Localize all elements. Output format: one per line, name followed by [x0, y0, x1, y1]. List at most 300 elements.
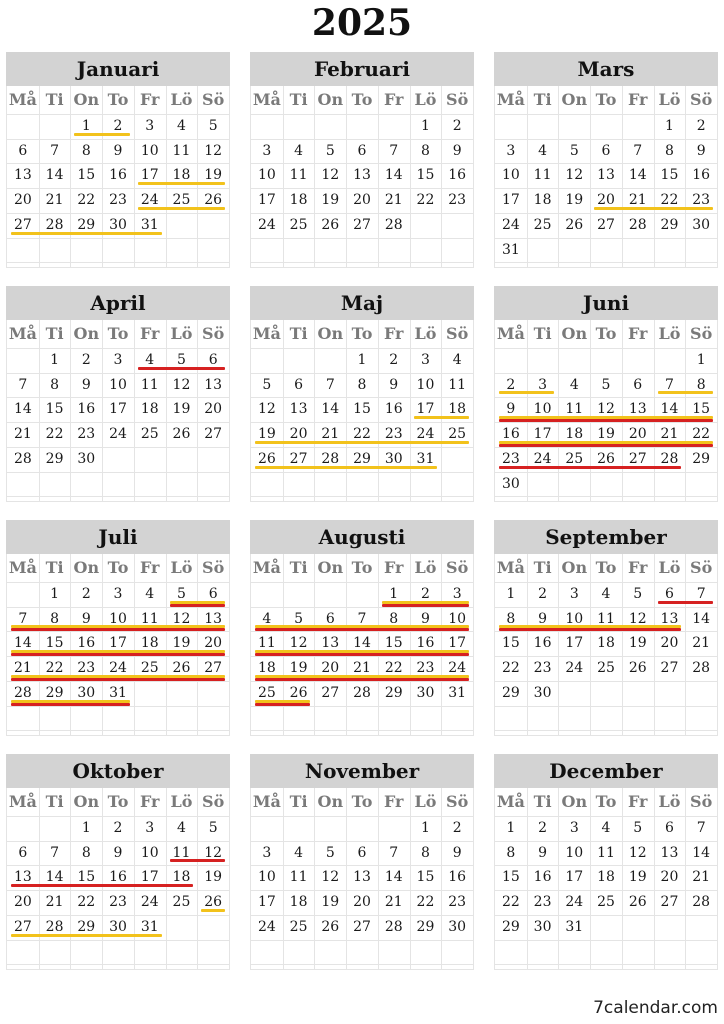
- day-cell[interactable]: 19: [321, 894, 340, 911]
- day-cell[interactable]: 25: [289, 216, 308, 233]
- day-cell[interactable]: 19: [172, 401, 191, 418]
- day-cell[interactable]: 24: [416, 426, 435, 443]
- day-cell[interactable]: 30: [448, 918, 467, 935]
- day-cell[interactable]: 1: [389, 586, 399, 602]
- day-cell[interactable]: 25: [597, 894, 615, 911]
- day-cell[interactable]: 10: [109, 610, 127, 627]
- day-cell[interactable]: 15: [692, 401, 711, 418]
- day-cell[interactable]: 18: [597, 635, 615, 652]
- day-cell[interactable]: 21: [45, 192, 64, 209]
- day-cell[interactable]: 5: [208, 118, 218, 134]
- day-cell[interactable]: 27: [660, 894, 679, 911]
- day-cell[interactable]: 20: [289, 426, 308, 443]
- day-cell[interactable]: 8: [81, 844, 91, 861]
- day-cell[interactable]: 6: [601, 142, 611, 159]
- day-cell[interactable]: 31: [448, 684, 467, 701]
- day-cell[interactable]: 23: [692, 192, 711, 209]
- day-cell[interactable]: 28: [13, 684, 32, 701]
- day-cell[interactable]: 4: [294, 142, 304, 159]
- day-cell[interactable]: 13: [660, 844, 679, 861]
- day-cell[interactable]: 30: [77, 684, 96, 701]
- day-cell[interactable]: 1: [357, 352, 367, 368]
- day-cell[interactable]: 20: [660, 869, 679, 886]
- day-cell[interactable]: 29: [692, 450, 711, 467]
- day-cell[interactable]: 17: [109, 635, 127, 652]
- day-cell[interactable]: 24: [501, 216, 520, 233]
- day-cell[interactable]: 25: [172, 192, 191, 209]
- day-cell[interactable]: 17: [257, 192, 276, 209]
- day-cell[interactable]: 24: [140, 192, 159, 209]
- day-cell[interactable]: 2: [420, 586, 430, 602]
- day-cell[interactable]: 16: [501, 426, 520, 443]
- day-cell[interactable]: 2: [113, 820, 123, 836]
- day-cell[interactable]: 7: [18, 376, 28, 393]
- day-cell[interactable]: 24: [565, 894, 584, 911]
- day-cell[interactable]: 1: [81, 820, 91, 836]
- day-cell[interactable]: 16: [384, 401, 403, 418]
- day-cell[interactable]: 12: [321, 167, 340, 184]
- day-cell[interactable]: 2: [506, 376, 516, 393]
- day-cell[interactable]: 27: [204, 426, 223, 443]
- day-cell[interactable]: 1: [50, 352, 60, 368]
- day-cell[interactable]: 12: [172, 376, 191, 393]
- day-cell[interactable]: 1: [50, 586, 60, 602]
- day-cell[interactable]: 31: [140, 918, 159, 935]
- day-cell[interactable]: 23: [77, 660, 96, 677]
- day-cell[interactable]: 25: [448, 426, 467, 443]
- day-cell[interactable]: 18: [289, 192, 308, 209]
- day-cell[interactable]: 15: [45, 401, 64, 418]
- day-cell[interactable]: 2: [538, 586, 548, 602]
- day-cell[interactable]: 4: [569, 376, 579, 393]
- day-cell[interactable]: 23: [533, 894, 552, 911]
- day-cell[interactable]: 17: [257, 894, 276, 911]
- day-cell[interactable]: 20: [13, 192, 32, 209]
- day-cell[interactable]: 23: [533, 660, 552, 677]
- day-cell[interactable]: 19: [628, 869, 647, 886]
- day-cell[interactable]: 6: [664, 820, 674, 836]
- day-cell[interactable]: 20: [353, 192, 371, 209]
- day-cell[interactable]: 19: [289, 660, 308, 677]
- day-cell[interactable]: 30: [501, 475, 520, 492]
- day-cell[interactable]: 20: [628, 426, 647, 443]
- day-cell[interactable]: 23: [384, 426, 403, 443]
- day-cell[interactable]: 4: [538, 142, 548, 159]
- day-cell[interactable]: 8: [420, 844, 430, 861]
- day-cell[interactable]: 30: [77, 450, 96, 467]
- day-cell[interactable]: 13: [660, 610, 679, 627]
- day-cell[interactable]: 21: [384, 192, 403, 209]
- day-cell[interactable]: 9: [538, 844, 548, 861]
- day-cell[interactable]: 12: [597, 401, 615, 418]
- day-cell[interactable]: 8: [50, 376, 60, 393]
- day-cell[interactable]: 26: [172, 660, 191, 677]
- day-cell[interactable]: 20: [321, 660, 340, 677]
- day-cell[interactable]: 22: [416, 192, 435, 209]
- day-cell[interactable]: 29: [660, 216, 679, 233]
- day-cell[interactable]: 19: [204, 167, 223, 184]
- day-cell[interactable]: 9: [81, 376, 91, 393]
- day-cell[interactable]: 1: [506, 820, 516, 836]
- day-cell[interactable]: 29: [77, 216, 96, 233]
- day-cell[interactable]: 26: [628, 660, 647, 677]
- day-cell[interactable]: 12: [321, 869, 340, 886]
- day-cell[interactable]: 11: [289, 869, 308, 886]
- day-cell[interactable]: 3: [262, 844, 272, 861]
- day-cell[interactable]: 29: [384, 684, 403, 701]
- day-cell[interactable]: 18: [597, 869, 615, 886]
- day-cell[interactable]: 17: [448, 635, 467, 652]
- day-cell[interactable]: 6: [208, 352, 218, 368]
- day-cell[interactable]: 4: [262, 610, 272, 627]
- day-cell[interactable]: 7: [696, 820, 706, 836]
- day-cell[interactable]: 12: [172, 610, 191, 627]
- day-cell[interactable]: 8: [50, 610, 60, 627]
- day-cell[interactable]: 20: [660, 635, 679, 652]
- day-cell[interactable]: 6: [325, 610, 335, 627]
- day-cell[interactable]: 11: [597, 844, 615, 861]
- day-cell[interactable]: 18: [533, 192, 552, 209]
- day-cell[interactable]: 12: [628, 844, 647, 861]
- day-cell[interactable]: 6: [294, 376, 304, 393]
- day-cell[interactable]: 9: [113, 142, 123, 159]
- day-cell[interactable]: 12: [289, 635, 308, 652]
- day-cell[interactable]: 28: [321, 450, 340, 467]
- day-cell[interactable]: 27: [353, 918, 371, 935]
- day-cell[interactable]: 28: [660, 450, 679, 467]
- day-cell[interactable]: 15: [45, 635, 64, 652]
- day-cell[interactable]: 31: [109, 684, 127, 701]
- day-cell[interactable]: 5: [176, 586, 186, 602]
- day-cell[interactable]: 17: [501, 192, 520, 209]
- day-cell[interactable]: 3: [569, 820, 579, 836]
- day-cell[interactable]: 6: [664, 586, 674, 602]
- day-cell[interactable]: 31: [565, 918, 584, 935]
- day-cell[interactable]: 5: [208, 820, 218, 836]
- day-cell[interactable]: 13: [597, 167, 615, 184]
- day-cell[interactable]: 18: [140, 401, 159, 418]
- day-cell[interactable]: 14: [13, 401, 32, 418]
- day-cell[interactable]: 22: [416, 894, 435, 911]
- day-cell[interactable]: 24: [109, 660, 127, 677]
- day-cell[interactable]: 3: [569, 586, 579, 602]
- day-cell[interactable]: 16: [692, 167, 711, 184]
- day-cell[interactable]: 10: [501, 167, 520, 184]
- day-cell[interactable]: 3: [113, 586, 123, 602]
- day-cell[interactable]: 14: [384, 869, 403, 886]
- day-cell[interactable]: 14: [13, 635, 32, 652]
- day-cell[interactable]: 29: [501, 918, 520, 935]
- day-cell[interactable]: 14: [384, 167, 403, 184]
- day-cell[interactable]: 11: [257, 635, 276, 652]
- day-cell[interactable]: 15: [501, 869, 520, 886]
- day-cell[interactable]: 27: [628, 450, 647, 467]
- day-cell[interactable]: 18: [565, 426, 584, 443]
- day-cell[interactable]: 21: [660, 426, 679, 443]
- day-cell[interactable]: 17: [109, 401, 127, 418]
- day-cell[interactable]: 16: [77, 635, 96, 652]
- day-cell[interactable]: 1: [420, 118, 430, 134]
- day-cell[interactable]: 7: [389, 142, 399, 159]
- day-cell[interactable]: 6: [18, 844, 28, 861]
- day-cell[interactable]: 20: [204, 635, 223, 652]
- day-cell[interactable]: 16: [448, 167, 467, 184]
- day-cell[interactable]: 28: [45, 216, 64, 233]
- day-cell[interactable]: 17: [140, 869, 159, 886]
- day-cell[interactable]: 17: [565, 635, 584, 652]
- day-cell[interactable]: 13: [289, 401, 308, 418]
- day-cell[interactable]: 22: [353, 426, 371, 443]
- day-cell[interactable]: 28: [13, 450, 32, 467]
- day-cell[interactable]: 9: [452, 844, 462, 861]
- day-cell[interactable]: 10: [416, 376, 435, 393]
- day-cell[interactable]: 31: [416, 450, 435, 467]
- day-cell[interactable]: 10: [109, 376, 127, 393]
- day-cell[interactable]: 14: [692, 610, 711, 627]
- day-cell[interactable]: 3: [145, 820, 155, 836]
- day-cell[interactable]: 8: [506, 610, 516, 627]
- day-cell[interactable]: 6: [357, 844, 367, 861]
- day-cell[interactable]: 26: [565, 216, 584, 233]
- day-cell[interactable]: 14: [321, 401, 340, 418]
- day-cell[interactable]: 23: [77, 426, 96, 443]
- day-cell[interactable]: 7: [696, 586, 706, 602]
- day-cell[interactable]: 5: [601, 376, 611, 393]
- day-cell[interactable]: 14: [45, 869, 64, 886]
- day-cell[interactable]: 20: [204, 401, 223, 418]
- day-cell[interactable]: 25: [172, 894, 191, 911]
- day-cell[interactable]: 15: [77, 869, 96, 886]
- day-cell[interactable]: 9: [81, 610, 91, 627]
- day-cell[interactable]: 4: [601, 820, 611, 836]
- day-cell[interactable]: 19: [628, 635, 647, 652]
- day-cell[interactable]: 2: [452, 118, 462, 134]
- day-cell[interactable]: 11: [140, 610, 159, 627]
- day-cell[interactable]: 25: [140, 426, 159, 443]
- day-cell[interactable]: 28: [384, 216, 403, 233]
- day-cell[interactable]: 26: [172, 426, 191, 443]
- day-cell[interactable]: 21: [13, 426, 32, 443]
- day-cell[interactable]: 4: [601, 586, 611, 602]
- day-cell[interactable]: 13: [204, 610, 223, 627]
- day-cell[interactable]: 2: [696, 118, 706, 134]
- day-cell[interactable]: 11: [289, 167, 308, 184]
- day-cell[interactable]: 18: [172, 869, 191, 886]
- day-cell[interactable]: 2: [113, 118, 123, 134]
- day-cell[interactable]: 1: [506, 586, 516, 602]
- day-cell[interactable]: 11: [140, 376, 159, 393]
- day-cell[interactable]: 29: [77, 918, 96, 935]
- day-cell[interactable]: 25: [533, 216, 552, 233]
- day-cell[interactable]: 28: [353, 684, 371, 701]
- day-cell[interactable]: 29: [45, 450, 64, 467]
- day-cell[interactable]: 29: [45, 684, 64, 701]
- day-cell[interactable]: 11: [172, 142, 191, 159]
- day-cell[interactable]: 20: [597, 192, 615, 209]
- day-cell[interactable]: 24: [448, 660, 467, 677]
- day-cell[interactable]: 30: [109, 918, 127, 935]
- day-cell[interactable]: 28: [692, 660, 711, 677]
- day-cell[interactable]: 4: [176, 820, 186, 836]
- day-cell[interactable]: 26: [204, 894, 223, 911]
- day-cell[interactable]: 8: [664, 142, 674, 159]
- day-cell[interactable]: 1: [664, 118, 674, 134]
- day-cell[interactable]: 24: [565, 660, 584, 677]
- day-cell[interactable]: 12: [628, 610, 647, 627]
- day-cell[interactable]: 23: [448, 192, 467, 209]
- day-cell[interactable]: 12: [204, 844, 223, 861]
- day-cell[interactable]: 27: [321, 684, 340, 701]
- day-cell[interactable]: 21: [692, 869, 711, 886]
- day-cell[interactable]: 31: [140, 216, 159, 233]
- day-cell[interactable]: 9: [389, 376, 399, 393]
- day-cell[interactable]: 6: [633, 376, 643, 393]
- day-cell[interactable]: 3: [262, 142, 272, 159]
- day-cell[interactable]: 30: [416, 684, 435, 701]
- day-cell[interactable]: 30: [533, 684, 552, 701]
- day-cell[interactable]: 8: [389, 610, 399, 627]
- day-cell[interactable]: 24: [109, 426, 127, 443]
- day-cell[interactable]: 14: [353, 635, 371, 652]
- day-cell[interactable]: 28: [45, 918, 64, 935]
- day-cell[interactable]: 7: [18, 610, 28, 627]
- day-cell[interactable]: 11: [597, 610, 615, 627]
- day-cell[interactable]: 18: [448, 401, 467, 418]
- day-cell[interactable]: 28: [384, 918, 403, 935]
- day-cell[interactable]: 16: [109, 167, 127, 184]
- day-cell[interactable]: 21: [384, 894, 403, 911]
- day-cell[interactable]: 30: [692, 216, 711, 233]
- day-cell[interactable]: 5: [633, 586, 643, 602]
- day-cell[interactable]: 30: [533, 918, 552, 935]
- day-cell[interactable]: 6: [357, 142, 367, 159]
- day-cell[interactable]: 5: [176, 352, 186, 368]
- day-cell[interactable]: 12: [565, 167, 584, 184]
- day-cell[interactable]: 10: [257, 869, 276, 886]
- day-cell[interactable]: 5: [633, 820, 643, 836]
- day-cell[interactable]: 21: [13, 660, 32, 677]
- day-cell[interactable]: 19: [597, 426, 615, 443]
- day-cell[interactable]: 18: [140, 635, 159, 652]
- day-cell[interactable]: 16: [448, 869, 467, 886]
- day-cell[interactable]: 22: [384, 660, 403, 677]
- day-cell[interactable]: 3: [145, 118, 155, 134]
- day-cell[interactable]: 10: [565, 610, 584, 627]
- day-cell[interactable]: 26: [628, 894, 647, 911]
- day-cell[interactable]: 17: [533, 426, 552, 443]
- day-cell[interactable]: 21: [628, 192, 647, 209]
- day-cell[interactable]: 26: [289, 684, 308, 701]
- day-cell[interactable]: 17: [565, 869, 584, 886]
- day-cell[interactable]: 3: [420, 352, 430, 368]
- day-cell[interactable]: 7: [633, 142, 643, 159]
- day-cell[interactable]: 23: [416, 660, 435, 677]
- day-cell[interactable]: 21: [45, 894, 64, 911]
- day-cell[interactable]: 14: [660, 401, 679, 418]
- day-cell[interactable]: 28: [628, 216, 647, 233]
- day-cell[interactable]: 1: [696, 352, 706, 368]
- day-cell[interactable]: 23: [109, 894, 127, 911]
- day-cell[interactable]: 22: [660, 192, 679, 209]
- day-cell[interactable]: 9: [420, 610, 430, 627]
- day-cell[interactable]: 22: [45, 426, 64, 443]
- day-cell[interactable]: 5: [569, 142, 579, 159]
- day-cell[interactable]: 23: [501, 450, 520, 467]
- day-cell[interactable]: 19: [565, 192, 584, 209]
- day-cell[interactable]: 10: [140, 844, 159, 861]
- day-cell[interactable]: 27: [660, 660, 679, 677]
- day-cell[interactable]: 9: [696, 142, 706, 159]
- day-cell[interactable]: 1: [81, 118, 91, 134]
- day-cell[interactable]: 17: [140, 167, 159, 184]
- day-cell[interactable]: 13: [13, 167, 32, 184]
- day-cell[interactable]: 31: [501, 241, 520, 258]
- day-cell[interactable]: 22: [77, 894, 96, 911]
- day-cell[interactable]: 10: [533, 401, 552, 418]
- day-cell[interactable]: 23: [109, 192, 127, 209]
- day-cell[interactable]: 6: [18, 142, 28, 159]
- day-cell[interactable]: 19: [321, 192, 340, 209]
- day-cell[interactable]: 4: [145, 352, 155, 368]
- day-cell[interactable]: 17: [416, 401, 435, 418]
- day-cell[interactable]: 7: [325, 376, 335, 393]
- day-cell[interactable]: 20: [353, 894, 371, 911]
- day-cell[interactable]: 27: [204, 660, 223, 677]
- day-cell[interactable]: 13: [353, 869, 371, 886]
- day-cell[interactable]: 26: [257, 450, 276, 467]
- day-cell[interactable]: 15: [416, 869, 435, 886]
- day-cell[interactable]: 10: [257, 167, 276, 184]
- day-cell[interactable]: 16: [533, 869, 552, 886]
- day-cell[interactable]: 22: [692, 426, 711, 443]
- day-cell[interactable]: 26: [597, 450, 615, 467]
- day-cell[interactable]: 13: [628, 401, 647, 418]
- day-cell[interactable]: 21: [353, 660, 371, 677]
- day-cell[interactable]: 30: [384, 450, 403, 467]
- day-cell[interactable]: 4: [452, 352, 462, 368]
- day-cell[interactable]: 24: [257, 918, 276, 935]
- day-cell[interactable]: 18: [257, 660, 276, 677]
- day-cell[interactable]: 19: [172, 635, 191, 652]
- day-cell[interactable]: 4: [294, 844, 304, 861]
- day-cell[interactable]: 19: [204, 869, 223, 886]
- day-cell[interactable]: 11: [533, 167, 552, 184]
- day-cell[interactable]: 29: [416, 918, 435, 935]
- day-cell[interactable]: 9: [113, 844, 123, 861]
- day-cell[interactable]: 27: [597, 216, 615, 233]
- day-cell[interactable]: 9: [538, 610, 548, 627]
- day-cell[interactable]: 25: [565, 450, 584, 467]
- day-cell[interactable]: 16: [77, 401, 96, 418]
- day-cell[interactable]: 25: [257, 684, 276, 701]
- day-cell[interactable]: 13: [13, 869, 32, 886]
- day-cell[interactable]: 11: [565, 401, 584, 418]
- day-cell[interactable]: 25: [140, 660, 159, 677]
- day-cell[interactable]: 1: [420, 820, 430, 836]
- day-cell[interactable]: 15: [353, 401, 371, 418]
- day-cell[interactable]: 2: [81, 352, 91, 368]
- day-cell[interactable]: 21: [692, 635, 711, 652]
- day-cell[interactable]: 15: [501, 635, 520, 652]
- day-cell[interactable]: 5: [325, 844, 335, 861]
- day-cell[interactable]: 4: [145, 586, 155, 602]
- day-cell[interactable]: 10: [565, 844, 584, 861]
- day-cell[interactable]: 26: [321, 216, 340, 233]
- day-cell[interactable]: 25: [289, 918, 308, 935]
- day-cell[interactable]: 15: [384, 635, 403, 652]
- day-cell[interactable]: 15: [77, 167, 96, 184]
- day-cell[interactable]: 18: [172, 167, 191, 184]
